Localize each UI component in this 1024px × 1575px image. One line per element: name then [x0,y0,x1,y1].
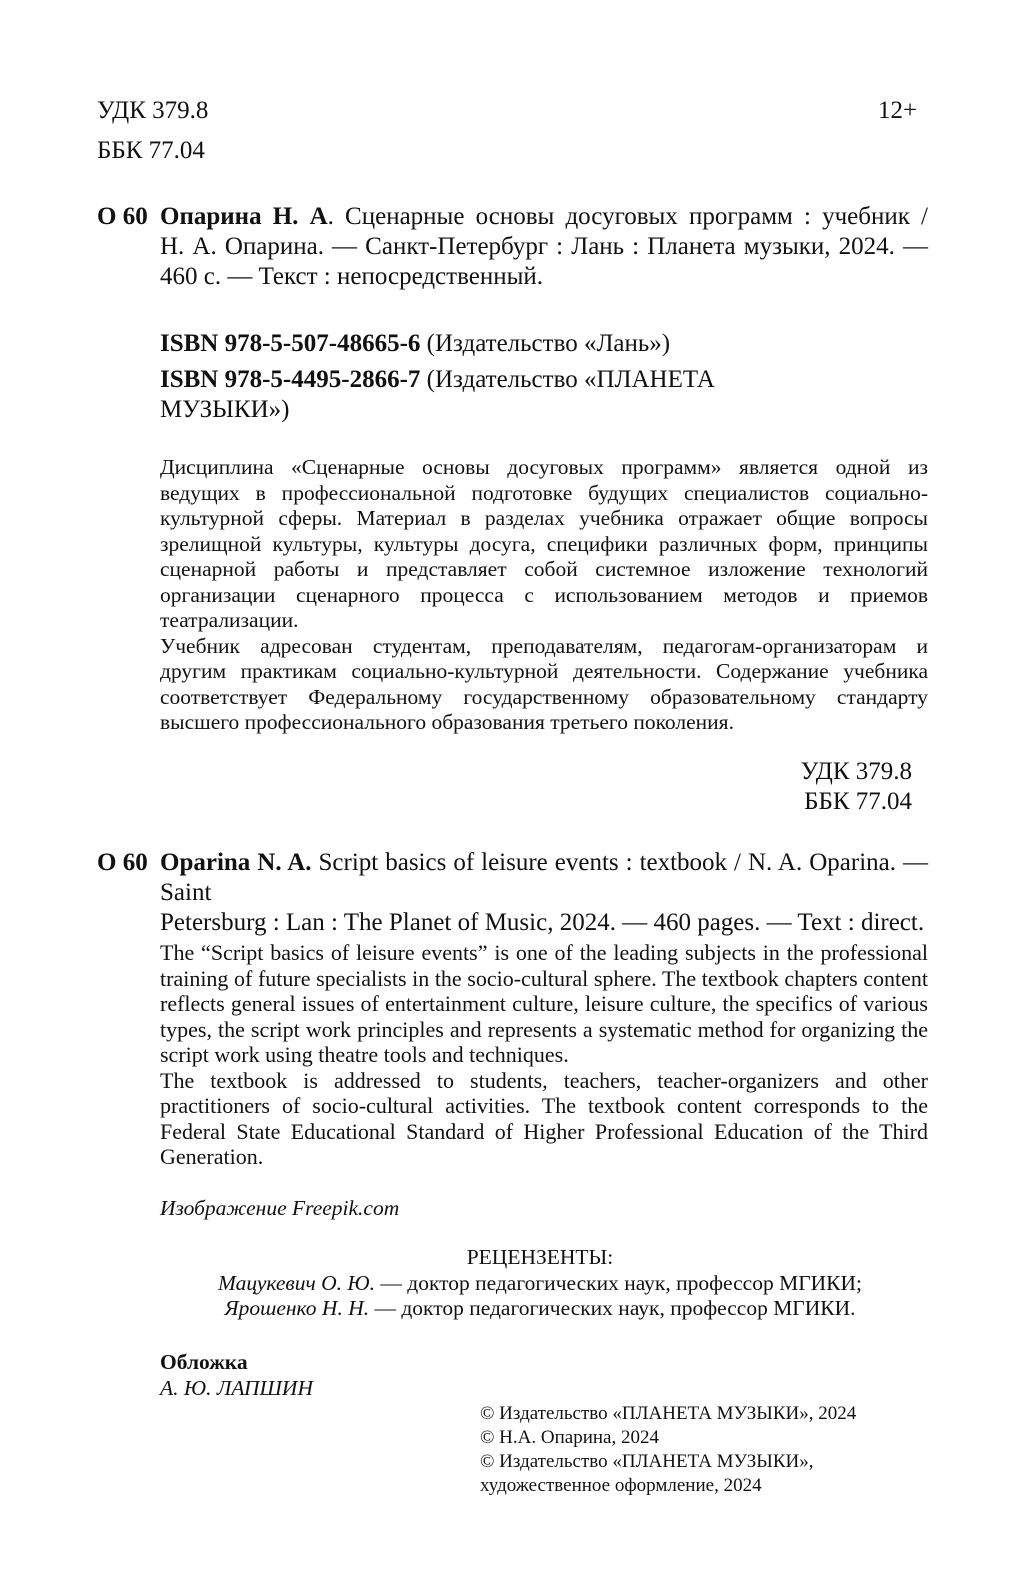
cover-artist: А. Ю. ЛАПШИН [160,1376,313,1400]
en-annotation-line: reflects general issues of entertainment culture, leisure culture, the specifics of various [160,991,928,1016]
en-annotation [160,940,928,1170]
udk-code: УДК 379.8 [97,97,209,124]
reviewer-desc: — доктор педагогических наук, профессор МГИКИ; [375,1270,862,1295]
ru-annotation-line: ведущих в профессиональной подготовке будущих специалистов социально- [160,480,928,505]
ru-entry-line3: 460 с. — Текст : непосредственный. [160,263,544,290]
reviewer-line [140,1271,940,1297]
copyright-line: © Издательство «ПЛАНЕТА МУЗЫКИ», 2024 [480,1403,857,1424]
bbk-code: ББК 77.04 [97,137,205,164]
reviewer-name: Мацукевич О. Ю. [218,1270,375,1295]
ru-annotation-line: организации сценарного процесса с использованием методов и приемов [160,582,928,607]
reviewer-line [140,1296,940,1322]
en-annotation-line: training of future specialists in the socio-cultural sphere. The textbook chapters content [160,965,928,991]
en-annotation-line: script work using theatre tools and techniques. [160,1042,569,1067]
ru-entry-line2: Н. А. Опарина. — Санкт-Петербург : Лань : Планета музыки, 2024. — [160,233,928,260]
image-credit: Изображение Freepik.com [160,1196,400,1220]
reviewer-desc: — доктор педагогических наук, профессор МГИКИ. [369,1296,856,1320]
en-entry [160,848,928,938]
ru-annotation-line: соответствует Федеральному государственному образовательному стандарту [160,684,928,709]
en-annotation-line: types, the script work principles and represents a systematic method for organizing the [160,1016,928,1042]
ru-annotation-line: высшего профессионального образования третьего поколения. [160,710,734,734]
ru-annotation [160,455,928,736]
bbk-code: ББК 77.04 [804,788,912,815]
reviewers-block [140,1245,940,1322]
right-codes [720,757,912,817]
udk-code: УДК 379.8 [800,758,912,785]
copyright-line: художественное оформление, 2024 [480,1475,762,1496]
isbn-number: ISBN 978-5-507-48665-6 [160,330,421,357]
ru-annotation-line: сценарной работы и представляет собой системное изложение технологий [160,557,928,581]
copyright-block [480,1402,940,1498]
ru-annotation-line: зрелищной культуры, культуры досуга, специфики различных форм, принципы [160,531,928,556]
cover-label: Обложка [160,1350,248,1374]
isbn-line [160,365,928,395]
age-rating: 12+ [878,97,918,124]
ru-annotation-line: культурной сферы. Материал в разделах учебника отражает общие вопросы [160,506,928,530]
en-annotation-line: The textbook is addressed to students, teachers, teacher-organizers and other [160,1067,928,1093]
ru-entry-author: Опарина Н. А [160,203,328,230]
ru-entry-title: . Сценарные основы досуговых программ : учебник / [327,203,928,230]
en-entry-author: Oparina N. A. [160,849,312,876]
en-entry-title: Script basics of leisure events : textbook / N. A. Oparina. — Saint [160,849,928,906]
ru-annotation-line: Учебник адресован студентам, преподавателям, педагогам-организаторам и [160,633,928,658]
copyright-line: © Издательство «ПЛАНЕТА МУЗЫКИ», [480,1451,814,1472]
en-annotation-line: practitioners of socio-cultural activities. The textbook content corresponds to the [160,1093,928,1118]
en-entry-line2: Petersburg : Lan : The Planet of Music, 2024. — 460 pages. — Text : direct. [160,909,925,936]
isbn-number: ISBN 978-5-4495-2866-7 [160,366,421,393]
reviewers-heading: РЕЦЕНЗЕНТЫ: [466,1245,614,1269]
en-annotation-line: The “Script basics of leisure events” is one of the leading subjects in the professional [160,940,928,965]
reviewer-name: Ярошенко Н. Н. [224,1296,370,1320]
en-annotation-line: Federal State Educational Standard of Higher Professional Education of the Third [160,1118,928,1144]
ru-annotation-line: театрализации. [160,608,299,632]
en-annotation-line: Generation. [160,1144,264,1169]
isbn-block [160,329,928,425]
copyright-line: © Н.А. Опарина, 2024 [480,1427,659,1448]
isbn-publisher-cont: МУЗЫКИ») [160,396,290,423]
ru-annotation-line: другим практикам социально-культурной деятельности. Содержание учебника [160,659,928,683]
isbn-line [160,329,928,359]
ru-entry-code: О 60 [97,203,148,230]
ru-entry [160,202,928,292]
ru-annotation-line: Дисциплина «Сценарные основы досуговых программ» является одной из [160,455,928,479]
isbn-publisher: (Издательство «ПЛАНЕТА [420,366,715,393]
ru-entry-line1 [160,202,928,232]
en-entry-code: O 60 [97,849,148,876]
isbn-publisher: (Издательство «Лань») [420,330,671,357]
en-entry-line1 [160,848,928,908]
